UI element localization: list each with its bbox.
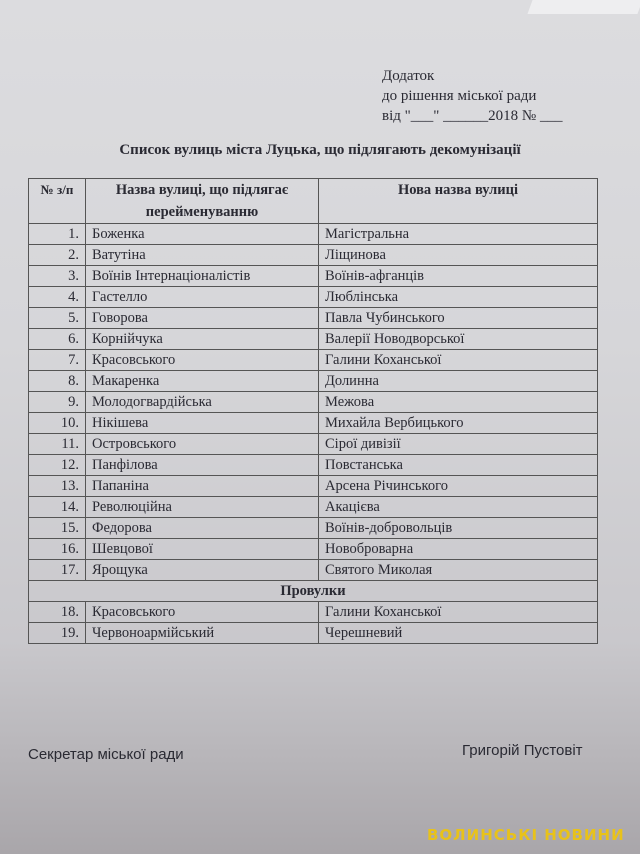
new-name: Люблінська: [319, 287, 598, 308]
table-row: [29, 539, 598, 560]
table-row: [29, 476, 598, 497]
table-row: [29, 623, 598, 644]
row-number: 6.: [29, 329, 86, 350]
document-title: Список вулиць міста Луцька, що підлягають декомунізації: [119, 142, 521, 158]
row-number: 16.: [29, 539, 86, 560]
old-name: Говорова: [86, 308, 319, 329]
annex-line: від "___" ______2018 № ___: [382, 108, 563, 124]
row-number: 14.: [29, 497, 86, 518]
row-number: 3.: [29, 266, 86, 287]
old-name: Корнійчука: [86, 329, 319, 350]
new-name: Повстанська: [319, 455, 598, 476]
table-row: [29, 392, 598, 413]
old-name: Федорова: [86, 518, 319, 539]
old-name: Островського: [86, 434, 319, 455]
table-row: [29, 371, 598, 392]
old-name: Ватутіна: [86, 245, 319, 266]
new-name: Воїнів-афганців: [319, 266, 598, 287]
new-name: Галини Коханської: [319, 350, 598, 371]
table-row: [29, 266, 598, 287]
row-number: 8.: [29, 371, 86, 392]
row-number: 15.: [29, 518, 86, 539]
old-name: Макаренка: [86, 371, 319, 392]
new-name: Валерії Новодворської: [319, 329, 598, 350]
old-name: Молодогвардійська: [86, 392, 319, 413]
table-row: [29, 602, 598, 623]
table-row: [29, 455, 598, 476]
row-number: 1.: [29, 224, 86, 245]
new-name: Святого Миколая: [319, 560, 598, 581]
old-name: Шевцової: [86, 539, 319, 560]
table-row: [29, 308, 598, 329]
new-name: Михайла Вербицького: [319, 413, 598, 434]
new-name: Межова: [319, 392, 598, 413]
table-row: [29, 560, 598, 581]
old-name: Красовського: [86, 350, 319, 371]
table-row: [29, 350, 598, 371]
old-name: Красовського: [86, 602, 319, 623]
table-row: [29, 434, 598, 455]
old-name: Папаніна: [86, 476, 319, 497]
watermark-logo: ВОЛИНСЬКІ НОВИНИ: [427, 826, 625, 844]
old-name: Воїнів Інтернаціоналістів: [86, 266, 319, 287]
signature-position: Секретар міської ради: [28, 746, 184, 763]
annex-line: до рішення міської ради: [382, 88, 537, 104]
row-number: 18.: [29, 602, 86, 623]
new-name: Воїнів-добровольців: [319, 518, 598, 539]
row-number: 10.: [29, 413, 86, 434]
new-name: Ліщинова: [319, 245, 598, 266]
table-row: [29, 287, 598, 308]
row-number: 13.: [29, 476, 86, 497]
new-name: Магістральна: [319, 224, 598, 245]
old-name: Нікішева: [86, 413, 319, 434]
new-name: Новоброварна: [319, 539, 598, 560]
old-name: Панфілова: [86, 455, 319, 476]
new-name: Сірої дивізії: [319, 434, 598, 455]
new-name: Арсена Річинського: [319, 476, 598, 497]
annex-line: Додаток: [382, 68, 435, 84]
row-number: 12.: [29, 455, 86, 476]
old-name: Гастелло: [86, 287, 319, 308]
table-row: [29, 413, 598, 434]
table-row: [29, 224, 598, 245]
new-name: Акацієва: [319, 497, 598, 518]
row-number: 19.: [29, 623, 86, 644]
table-row: [29, 518, 598, 539]
row-number: 7.: [29, 350, 86, 371]
paper-corner: [527, 0, 640, 14]
header-new-name: Нова назва вулиці: [319, 179, 598, 224]
table-row: [29, 329, 598, 350]
old-name: Революційна: [86, 497, 319, 518]
new-name: Павла Чубинського: [319, 308, 598, 329]
row-number: 9.: [29, 392, 86, 413]
new-name: Галини Коханської: [319, 602, 598, 623]
old-name: Боженка: [86, 224, 319, 245]
annex-block: [382, 66, 562, 126]
row-number: 2.: [29, 245, 86, 266]
row-number: 11.: [29, 434, 86, 455]
new-name: Черешневий: [319, 623, 598, 644]
header-old-name: Назва вулиці, що підлягає перейменуванню: [86, 179, 319, 224]
old-name: Ярощука: [86, 560, 319, 581]
table-header: [29, 179, 598, 224]
old-name: Червоноармійський: [86, 623, 319, 644]
streets-table: [28, 178, 598, 644]
new-name: Долинна: [319, 371, 598, 392]
section-row: [29, 581, 598, 602]
section-label: Провулки: [29, 581, 598, 602]
row-number: 4.: [29, 287, 86, 308]
header-number: № з/п: [29, 179, 86, 224]
row-number: 17.: [29, 560, 86, 581]
table-row: [29, 245, 598, 266]
row-number: 5.: [29, 308, 86, 329]
table-row: [29, 497, 598, 518]
signature-name: Григорій Пустовіт: [462, 742, 583, 759]
